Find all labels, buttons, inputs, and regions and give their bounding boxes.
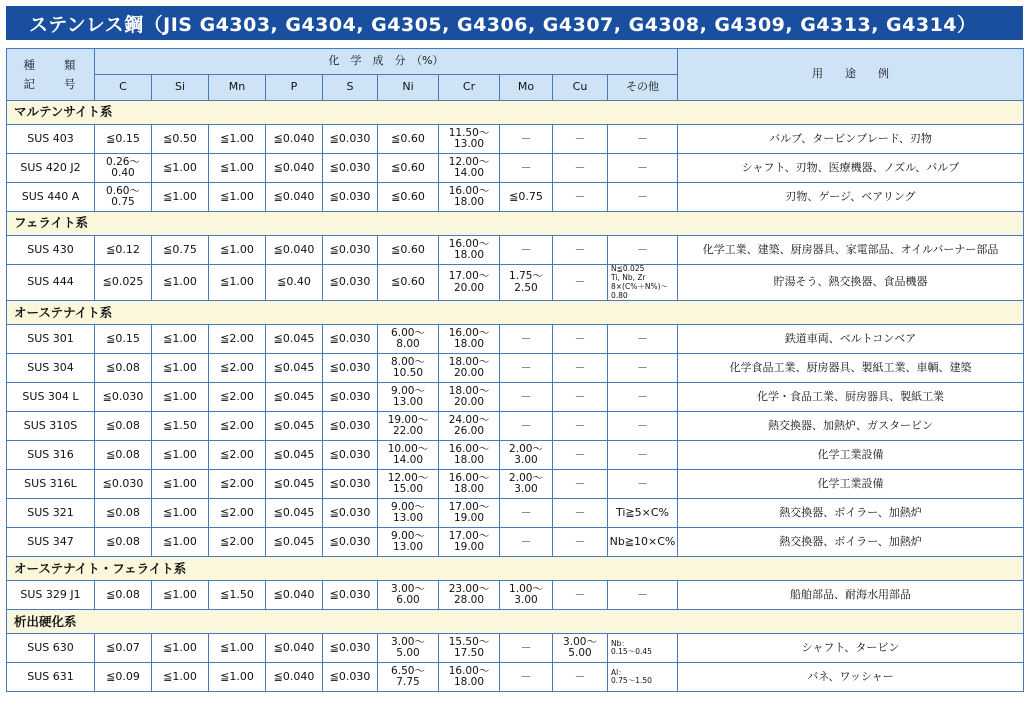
row-value-cr: 23.00～ 28.00 [439, 581, 500, 610]
row-value-si: ≦1.00 [152, 154, 209, 183]
row-value-si: ≦1.50 [152, 412, 209, 441]
row-usage-example: 化学工業設備 [678, 470, 1024, 499]
table-header [7, 49, 1024, 101]
row-value-ni: 3.00～ 6.00 [378, 581, 439, 610]
table-row [7, 154, 1024, 183]
table-row [7, 634, 1024, 663]
row-value-c: ≦0.025 [95, 265, 152, 301]
row-value-mo: 1.75～ 2.50 [500, 265, 553, 301]
header-kind [7, 49, 95, 101]
row-kind-symbol: SUS 301 [7, 325, 95, 354]
row-value-other: － [608, 236, 678, 265]
row-value-c: ≦0.15 [95, 325, 152, 354]
row-value-s: ≦0.030 [323, 354, 378, 383]
header-element-ni: Ni [378, 75, 439, 101]
row-kind-symbol: SUS 420 J2 [7, 154, 95, 183]
row-value-mn: ≦2.00 [209, 441, 266, 470]
row-value-ni: ≦0.60 [378, 183, 439, 212]
row-value-p: ≦0.045 [266, 499, 323, 528]
row-value-ni: ≦0.60 [378, 154, 439, 183]
row-value-si: ≦1.00 [152, 634, 209, 663]
row-usage-example: バネ、ワッシャー [678, 663, 1024, 692]
row-usage-example: 熱交換器、加熱炉、ガスタービン [678, 412, 1024, 441]
row-value-mo: 2.00～ 3.00 [500, 441, 553, 470]
row-usage-example: 刃物、ゲージ、ベアリング [678, 183, 1024, 212]
row-value-c: ≦0.08 [95, 581, 152, 610]
row-value-cu: － [553, 325, 608, 354]
row-value-mn: ≦1.00 [209, 154, 266, 183]
row-value-cu: 3.00～ 5.00 [553, 634, 608, 663]
row-value-cu: － [553, 154, 608, 183]
row-value-mo: ≦0.75 [500, 183, 553, 212]
row-kind-symbol: SUS 304 [7, 354, 95, 383]
category-label: 析出硬化系 [7, 610, 1024, 634]
row-value-ni: 9.00～ 13.00 [378, 383, 439, 412]
row-value-mn: ≦2.00 [209, 412, 266, 441]
header-composition: 化 学 成 分 （%） [95, 49, 678, 75]
row-value-mo: － [500, 412, 553, 441]
row-value-si: ≦1.00 [152, 354, 209, 383]
category-label: マルテンサイト系 [7, 101, 1024, 125]
header-element-s: S [323, 75, 378, 101]
row-value-p: ≦0.040 [266, 634, 323, 663]
row-value-s: ≦0.030 [323, 383, 378, 412]
row-value-mn: ≦2.00 [209, 528, 266, 557]
row-value-s: ≦0.030 [323, 634, 378, 663]
row-value-p: ≦0.045 [266, 412, 323, 441]
row-kind-symbol: SUS 304 L [7, 383, 95, 412]
table-row [7, 183, 1024, 212]
row-value-c: ≦0.07 [95, 634, 152, 663]
row-value-p: ≦0.40 [266, 265, 323, 301]
header-usage: 用 途 例 [678, 49, 1024, 101]
table-row [7, 499, 1024, 528]
row-value-ni: 19.00～ 22.00 [378, 412, 439, 441]
row-value-c: 0.60～ 0.75 [95, 183, 152, 212]
row-value-si: ≦1.00 [152, 183, 209, 212]
row-value-other: － [608, 412, 678, 441]
row-value-cu: － [553, 499, 608, 528]
category-row [7, 101, 1024, 125]
category-row [7, 212, 1024, 236]
row-value-mo: － [500, 154, 553, 183]
row-value-p: ≦0.040 [266, 663, 323, 692]
row-value-si: ≦1.00 [152, 663, 209, 692]
row-value-ni: 12.00～ 15.00 [378, 470, 439, 499]
row-value-ni: 9.00～ 13.00 [378, 499, 439, 528]
category-label: オーステナイト系 [7, 301, 1024, 325]
row-value-other: － [608, 383, 678, 412]
row-value-si: ≦1.00 [152, 528, 209, 557]
table-row [7, 325, 1024, 354]
row-usage-example: 熱交換器、ボイラー、加熱炉 [678, 499, 1024, 528]
row-kind-symbol: SUS 630 [7, 634, 95, 663]
row-value-ni: 6.50～ 7.75 [378, 663, 439, 692]
row-usage-example: 化学工業、建築、厨房器具、家電部品、オイルバーナー部品 [678, 236, 1024, 265]
row-value-cr: 18.00～ 20.00 [439, 354, 500, 383]
row-value-cu: － [553, 125, 608, 154]
row-value-other: Ti≧5×C% [608, 499, 678, 528]
row-value-p: ≦0.040 [266, 581, 323, 610]
row-value-mo: － [500, 634, 553, 663]
row-usage-example: 化学食品工業、厨房器具、製紙工業、車輌、建築 [678, 354, 1024, 383]
table-row [7, 581, 1024, 610]
row-value-mo: － [500, 236, 553, 265]
row-value-cu: － [553, 441, 608, 470]
row-value-other: Nb： 0.15～0.45 [608, 634, 678, 663]
row-value-s: ≦0.030 [323, 441, 378, 470]
row-kind-symbol: SUS 631 [7, 663, 95, 692]
row-value-si: ≦1.00 [152, 441, 209, 470]
row-value-c: ≦0.09 [95, 663, 152, 692]
row-usage-example: バルブ、タービンブレード、刃物 [678, 125, 1024, 154]
row-value-s: ≦0.030 [323, 325, 378, 354]
row-value-mo: 1.00～ 3.00 [500, 581, 553, 610]
row-usage-example: 鉄道車両、ベルトコンベア [678, 325, 1024, 354]
row-value-c: ≦0.030 [95, 383, 152, 412]
row-value-si: ≦1.00 [152, 265, 209, 301]
table-body [7, 101, 1024, 692]
row-kind-symbol: SUS 444 [7, 265, 95, 301]
category-row [7, 301, 1024, 325]
row-value-cr: 18.00～ 20.00 [439, 383, 500, 412]
row-kind-symbol: SUS 329 J1 [7, 581, 95, 610]
row-value-s: ≦0.030 [323, 663, 378, 692]
row-value-c: ≦0.030 [95, 470, 152, 499]
row-value-cr: 15.50～ 17.50 [439, 634, 500, 663]
header-kind-line1: 種 類 [23, 57, 78, 72]
row-value-other: － [608, 354, 678, 383]
row-value-mn: ≦1.50 [209, 581, 266, 610]
row-value-mn: ≦2.00 [209, 470, 266, 499]
row-value-s: ≦0.030 [323, 470, 378, 499]
row-value-other: － [608, 325, 678, 354]
row-value-cr: 11.50～ 13.00 [439, 125, 500, 154]
row-value-other: N≦0.025 Ti, Nb, Zr 8×(C%＋N%)～0.80 [608, 265, 678, 301]
row-value-p: ≦0.045 [266, 383, 323, 412]
row-value-mn: ≦2.00 [209, 354, 266, 383]
row-value-ni: ≦0.60 [378, 265, 439, 301]
row-value-mo: － [500, 528, 553, 557]
row-value-p: ≦0.045 [266, 470, 323, 499]
row-usage-example: 貯湯そう、熱交換器、食品機器 [678, 265, 1024, 301]
row-value-s: ≦0.030 [323, 499, 378, 528]
row-value-cu: － [553, 663, 608, 692]
header-element-p: P [266, 75, 323, 101]
row-value-cr: 16.00～ 18.00 [439, 441, 500, 470]
header-element-mo: Mo [500, 75, 553, 101]
row-kind-symbol: SUS 430 [7, 236, 95, 265]
row-value-cr: 12.00～ 14.00 [439, 154, 500, 183]
row-value-mn: ≦1.00 [209, 125, 266, 154]
row-value-si: ≦1.00 [152, 383, 209, 412]
row-value-cr: 17.00～ 19.00 [439, 499, 500, 528]
row-value-other: － [608, 441, 678, 470]
row-kind-symbol: SUS 347 [7, 528, 95, 557]
row-value-mn: ≦1.00 [209, 183, 266, 212]
row-value-p: ≦0.045 [266, 354, 323, 383]
row-kind-symbol: SUS 316 [7, 441, 95, 470]
row-value-mn: ≦1.00 [209, 265, 266, 301]
row-value-cu: － [553, 236, 608, 265]
row-value-si: ≦1.00 [152, 325, 209, 354]
row-value-ni: 10.00～ 14.00 [378, 441, 439, 470]
row-value-s: ≦0.030 [323, 154, 378, 183]
row-value-other: － [608, 581, 678, 610]
row-value-other: Al： 0.75～1.50 [608, 663, 678, 692]
row-kind-symbol: SUS 310S [7, 412, 95, 441]
row-value-si: ≦1.00 [152, 581, 209, 610]
row-usage-example: 船舶部品、耐海水用部品 [678, 581, 1024, 610]
row-value-s: ≦0.030 [323, 125, 378, 154]
row-value-s: ≦0.030 [323, 528, 378, 557]
row-value-mo: － [500, 383, 553, 412]
row-value-other: － [608, 154, 678, 183]
row-value-p: ≦0.045 [266, 528, 323, 557]
row-value-c: ≦0.08 [95, 412, 152, 441]
row-value-c: ≦0.08 [95, 499, 152, 528]
row-value-cr: 24.00～ 26.00 [439, 412, 500, 441]
row-value-cu: － [553, 412, 608, 441]
row-value-cr: 16.00～ 18.00 [439, 663, 500, 692]
row-value-mo: － [500, 125, 553, 154]
header-element-c: C [95, 75, 152, 101]
header-kind-line2: 記 号 [23, 77, 78, 91]
row-usage-example: シャフト、刃物、医療機器、ノズル、バルブ [678, 154, 1024, 183]
row-value-other: － [608, 125, 678, 154]
row-value-p: ≦0.040 [266, 154, 323, 183]
row-value-mn: ≦2.00 [209, 499, 266, 528]
row-value-si: ≦0.50 [152, 125, 209, 154]
row-value-s: ≦0.030 [323, 265, 378, 301]
header-element-si: Si [152, 75, 209, 101]
row-value-s: ≦0.030 [323, 183, 378, 212]
row-value-mn: ≦2.00 [209, 325, 266, 354]
row-value-mo: 2.00～ 3.00 [500, 470, 553, 499]
row-value-si: ≦1.00 [152, 470, 209, 499]
table-row [7, 354, 1024, 383]
header-element-other: その他 [608, 75, 678, 101]
row-value-cr: 17.00～ 20.00 [439, 265, 500, 301]
row-value-ni: ≦0.60 [378, 236, 439, 265]
header-element-cr: Cr [439, 75, 500, 101]
row-value-cu: － [553, 470, 608, 499]
row-value-ni: 8.00～ 10.50 [378, 354, 439, 383]
row-value-p: ≦0.040 [266, 125, 323, 154]
row-usage-example: 化学工業設備 [678, 441, 1024, 470]
row-value-mn: ≦1.00 [209, 663, 266, 692]
row-value-cu: － [553, 183, 608, 212]
row-value-mo: － [500, 325, 553, 354]
row-kind-symbol: SUS 321 [7, 499, 95, 528]
row-value-p: ≦0.040 [266, 183, 323, 212]
row-value-c: ≦0.08 [95, 441, 152, 470]
row-value-cr: 16.00～ 18.00 [439, 325, 500, 354]
row-value-c: ≦0.08 [95, 354, 152, 383]
table-row [7, 236, 1024, 265]
row-value-ni: 6.00～ 8.00 [378, 325, 439, 354]
header-element-mn: Mn [209, 75, 266, 101]
row-value-ni: 9.00～ 13.00 [378, 528, 439, 557]
row-kind-symbol: SUS 403 [7, 125, 95, 154]
category-row [7, 557, 1024, 581]
row-value-mn: ≦2.00 [209, 383, 266, 412]
row-usage-example: 化学・食品工業、厨房器具、製紙工業 [678, 383, 1024, 412]
row-value-mo: － [500, 663, 553, 692]
row-value-c: 0.26～ 0.40 [95, 154, 152, 183]
row-value-si: ≦0.75 [152, 236, 209, 265]
row-usage-example: 熱交換器、ボイラー、加熱炉 [678, 528, 1024, 557]
row-value-mo: － [500, 499, 553, 528]
category-label: フェライト系 [7, 212, 1024, 236]
page-title-bar [6, 6, 1023, 40]
row-usage-example: シャフト、タービン [678, 634, 1024, 663]
row-value-mo: － [500, 354, 553, 383]
stainless-steel-spec-table [6, 48, 1024, 692]
page-title: ステンレス鋼（JIS G4303, G4304, G4305, G4306, G4307, G4308, G4309, G4313, G4314） [29, 13, 977, 36]
table-row [7, 663, 1024, 692]
row-value-p: ≦0.045 [266, 441, 323, 470]
row-value-cu: － [553, 581, 608, 610]
row-value-cr: 16.00～ 18.00 [439, 183, 500, 212]
row-value-other: Nb≧10×C% [608, 528, 678, 557]
row-value-s: ≦0.030 [323, 581, 378, 610]
row-kind-symbol: SUS 440 A [7, 183, 95, 212]
row-value-cu: － [553, 354, 608, 383]
row-kind-symbol: SUS 316L [7, 470, 95, 499]
header-element-cu: Cu [553, 75, 608, 101]
row-value-c: ≦0.15 [95, 125, 152, 154]
row-value-p: ≦0.045 [266, 325, 323, 354]
category-label: オーステナイト・フェライト系 [7, 557, 1024, 581]
row-value-cr: 16.00～ 18.00 [439, 470, 500, 499]
table-row [7, 383, 1024, 412]
row-value-cu: － [553, 383, 608, 412]
table-row [7, 470, 1024, 499]
row-value-p: ≦0.040 [266, 236, 323, 265]
row-value-s: ≦0.030 [323, 236, 378, 265]
row-value-other: － [608, 470, 678, 499]
row-value-c: ≦0.12 [95, 236, 152, 265]
table-row [7, 412, 1024, 441]
row-value-cu: － [553, 528, 608, 557]
row-value-cr: 16.00～ 18.00 [439, 236, 500, 265]
table-row [7, 441, 1024, 470]
table-row [7, 528, 1024, 557]
row-value-ni: 3.00～ 5.00 [378, 634, 439, 663]
row-value-mn: ≦1.00 [209, 634, 266, 663]
row-value-mn: ≦1.00 [209, 236, 266, 265]
table-row [7, 265, 1024, 301]
row-value-c: ≦0.08 [95, 528, 152, 557]
row-value-cr: 17.00～ 19.00 [439, 528, 500, 557]
row-value-other: － [608, 183, 678, 212]
category-row [7, 610, 1024, 634]
page-root [0, 6, 1029, 712]
row-value-ni: ≦0.60 [378, 125, 439, 154]
row-value-s: ≦0.030 [323, 412, 378, 441]
row-value-si: ≦1.00 [152, 499, 209, 528]
row-value-cu: － [553, 265, 608, 301]
table-row [7, 125, 1024, 154]
